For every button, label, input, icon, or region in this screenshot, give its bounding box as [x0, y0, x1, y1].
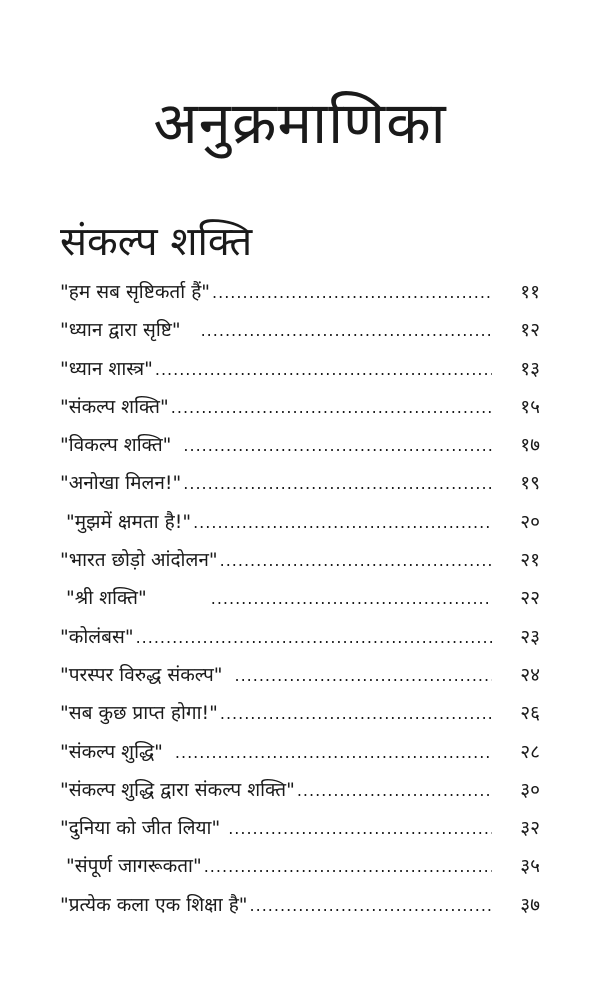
leader-dots	[228, 814, 492, 844]
toc-entry-page: ३५	[520, 855, 540, 878]
toc-entry-page: ३२	[520, 817, 540, 840]
toc-entry-title: "संकल्प शक्ति"	[60, 395, 169, 418]
toc-entry-page: २३	[520, 625, 540, 648]
toc-entry[interactable]	[60, 851, 540, 889]
leader-dots	[211, 584, 492, 614]
toc-entry-title: "ध्यान शास्त्र"	[60, 357, 153, 380]
toc-list	[60, 277, 540, 928]
toc-entry[interactable]	[60, 315, 540, 353]
toc-entry-title: "श्री शक्ति"	[66, 587, 147, 610]
toc-entry-page: १७	[520, 434, 540, 457]
toc-entry[interactable]	[60, 890, 540, 928]
toc-entry-title: "मुझमें क्षमता है!"	[66, 510, 192, 533]
toc-entry[interactable]	[60, 277, 540, 315]
toc-entry[interactable]	[60, 583, 540, 621]
toc-entry[interactable]	[60, 430, 540, 468]
toc-entry[interactable]	[60, 660, 540, 698]
toc-entry-title: "ध्यान द्वारा सृष्टि"	[60, 319, 181, 342]
leader-dots	[193, 508, 492, 538]
toc-entry[interactable]	[60, 468, 540, 506]
toc-entry-title: "प्रत्येक कला एक शिक्षा है"	[60, 893, 248, 916]
toc-entry[interactable]	[60, 392, 540, 430]
leader-dots	[297, 776, 492, 806]
section-heading: संकल्प शक्ति	[60, 219, 253, 265]
toc-entry-title: "विकल्प शक्ति"	[60, 434, 172, 457]
toc-entry-title: "संकल्प शुद्धि"	[60, 740, 163, 763]
toc-entry[interactable]	[60, 354, 540, 392]
toc-entry-title: "कोलंबस"	[60, 625, 134, 648]
toc-entry-title: "अनोखा मिलन!"	[60, 472, 182, 495]
toc-entry-page: २४	[520, 663, 540, 686]
toc-entry-title: "परस्पर विरुद्ध संकल्प"	[60, 663, 223, 686]
leader-dots	[155, 355, 492, 385]
toc-entry-title: "संकल्प शुद्धि द्वारा संकल्प शक्ति"	[60, 778, 295, 801]
toc-entry-title: "भारत छोड़ो आंदोलन"	[60, 549, 218, 572]
leader-dots	[212, 278, 492, 308]
toc-entry[interactable]	[60, 813, 540, 851]
toc-entry[interactable]	[60, 622, 540, 660]
leader-dots	[183, 469, 492, 499]
leader-dots	[201, 316, 492, 346]
leader-dots	[136, 623, 492, 653]
toc-entry[interactable]	[60, 507, 540, 545]
leader-dots	[204, 852, 492, 882]
toc-entry[interactable]	[60, 545, 540, 583]
toc-entry-page: १९	[520, 472, 540, 495]
toc-entry-page: २६	[520, 702, 540, 725]
toc-entry-page: २०	[520, 510, 540, 533]
toc-entry-page: २२	[520, 587, 540, 610]
leader-dots	[183, 431, 492, 461]
toc-entry-page: ३७	[520, 893, 540, 916]
toc-entry-page: १५	[520, 395, 540, 418]
page-title: अनुक्रमाणिका	[153, 88, 447, 157]
toc-entry-page: ११	[520, 281, 540, 303]
leader-dots	[171, 393, 492, 423]
leader-dots	[250, 891, 492, 921]
toc-entry[interactable]	[60, 737, 540, 775]
toc-entry-title: "हम सब सृष्टिकर्ता हैं"	[60, 281, 211, 303]
toc-entry-title: "संपूर्ण जागरूकता"	[66, 855, 202, 878]
toc-entry-title: "दुनिया को जीत लिया"	[60, 817, 221, 840]
toc-entry[interactable]	[60, 698, 540, 736]
toc-entry[interactable]	[60, 775, 540, 813]
leader-dots	[220, 699, 492, 729]
toc-entry-page: १३	[520, 357, 540, 380]
leader-dots	[220, 546, 492, 576]
toc-entry-page: १२	[520, 319, 540, 342]
leader-dots	[175, 738, 492, 768]
leader-dots	[234, 661, 492, 691]
toc-entry-title: "सब कुछ प्राप्त होगा!"	[60, 702, 218, 725]
toc-entry-page: २१	[520, 549, 540, 572]
toc-entry-page: २८	[520, 740, 540, 763]
toc-entry-page: ३०	[520, 778, 540, 801]
